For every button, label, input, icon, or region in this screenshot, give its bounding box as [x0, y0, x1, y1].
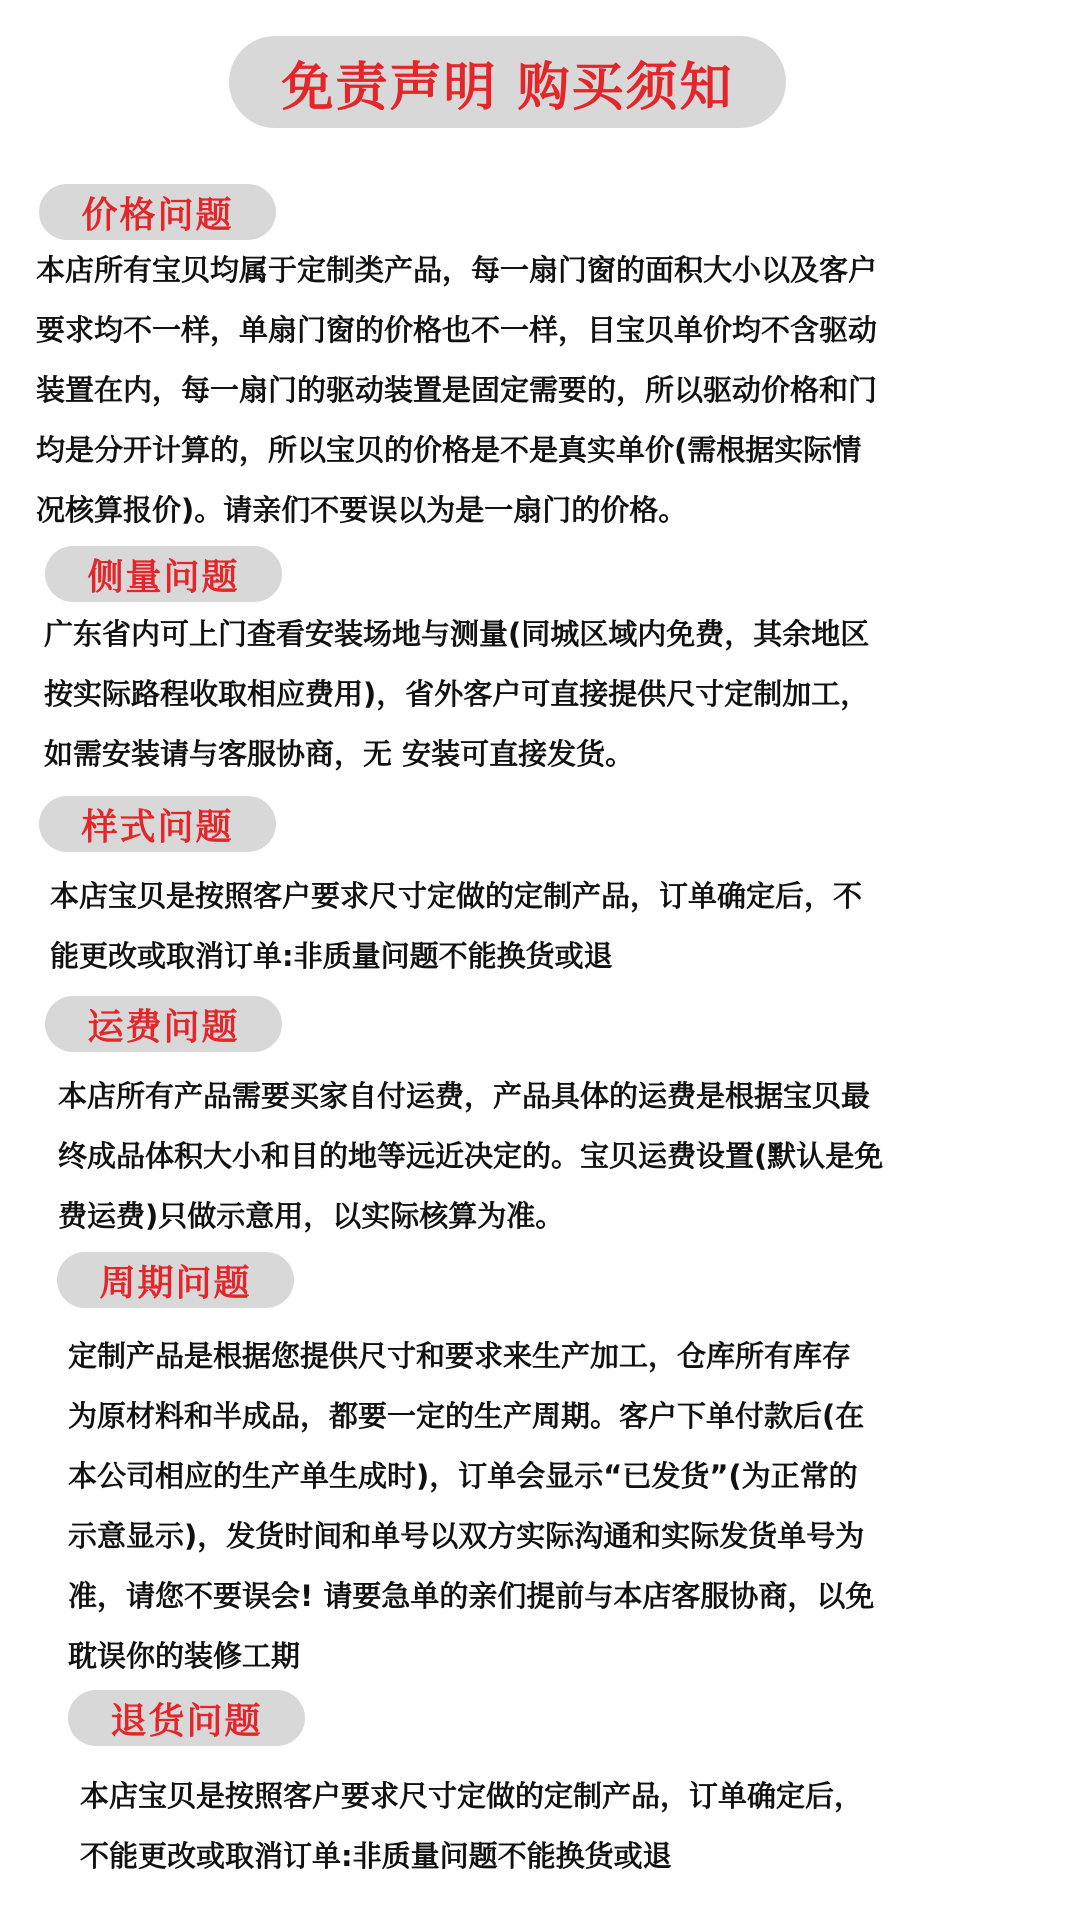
section-heading-label: 退货问题	[110, 1700, 263, 1742]
body-line: 按实际路程收取相应费用)，省外客户可直接提供尺寸定制加工，	[44, 677, 870, 711]
body-line: 本店所有宝贝均属于定制类产品，每一扇门窗的面积大小以及客户	[36, 253, 878, 287]
section-body-measure	[44, 604, 869, 784]
body-line: 本店宝贝是按照客户要求尺寸定做的定制产品，订单确定后，	[80, 1779, 864, 1813]
body-line: 均是分开计算的，所以宝贝的价格是不是真实单价(需根据实际情	[36, 433, 862, 467]
disclaimer-banner	[229, 36, 786, 128]
section-heading-style	[39, 796, 276, 852]
body-line: 示意显示)，发货时间和单号以双方实际沟通和实际发货单号为	[68, 1519, 865, 1553]
section-heading-return	[68, 1690, 305, 1746]
section-heading-label: 侧量问题	[87, 556, 240, 598]
section-body-shipping	[58, 1066, 883, 1246]
body-line: 定制产品是根据您提供尺寸和要求来生产加工，仓库所有库存	[68, 1339, 852, 1373]
section-heading-label: 运费问题	[87, 1006, 240, 1048]
section-heading-cycle	[57, 1252, 294, 1308]
body-line: 耽误你的装修工期	[68, 1639, 301, 1673]
body-line: 本店所有产品需要买家自付运费，产品具体的运费是根据宝贝最	[58, 1079, 871, 1113]
body-line: 为原材料和半成品，都要一定的生产周期。客户下单付款后(在	[68, 1399, 865, 1433]
body-line: 准，请您不要误会! 请要急单的亲们提前与本店客服协商，以免	[68, 1579, 875, 1613]
body-line: 费运费)只做示意用，以实际核算为准。	[58, 1199, 565, 1233]
page-title: 免责声明 购买须知	[281, 57, 734, 118]
section-body-style	[50, 866, 862, 986]
body-line: 能更改或取消订单:非质量问题不能换货或退	[50, 939, 613, 973]
section-heading-label: 价格问题	[81, 194, 234, 236]
body-line: 不能更改或取消订单:非质量问题不能换货或退	[80, 1839, 672, 1873]
section-heading-price	[39, 184, 276, 240]
body-line: 本店宝贝是按照客户要求尺寸定做的定制产品，订单确定后，不	[50, 879, 863, 913]
section-heading-shipping	[45, 996, 282, 1052]
body-line: 广东省内可上门查看安装场地与测量(同城区域内免费，其余地区	[44, 617, 870, 651]
body-line: 装置在内，每一扇门的驱动装置是固定需要的，所以驱动价格和门	[36, 373, 878, 407]
section-body-return	[80, 1766, 863, 1886]
section-heading-label: 周期问题	[99, 1262, 252, 1304]
section-heading-measure	[45, 546, 282, 602]
section-body-cycle	[68, 1326, 874, 1686]
section-body-price	[36, 240, 877, 540]
body-line: 本公司相应的生产单生成时)，订单会显示“已发货”(为正常的	[68, 1459, 858, 1493]
body-line: 况核算报价)。请亲们不要误以为是一扇门的价格。	[36, 493, 688, 527]
body-line: 要求均不一样，单扇门窗的价格也不一样，目宝贝单价均不含驱动	[36, 313, 878, 347]
section-heading-label: 样式问题	[81, 806, 234, 848]
body-line: 如需安装请与客服协商，无 安装可直接发货。	[44, 737, 635, 771]
body-line: 终成品体积大小和目的地等远近决定的。宝贝运费设置(默认是免	[58, 1139, 884, 1173]
